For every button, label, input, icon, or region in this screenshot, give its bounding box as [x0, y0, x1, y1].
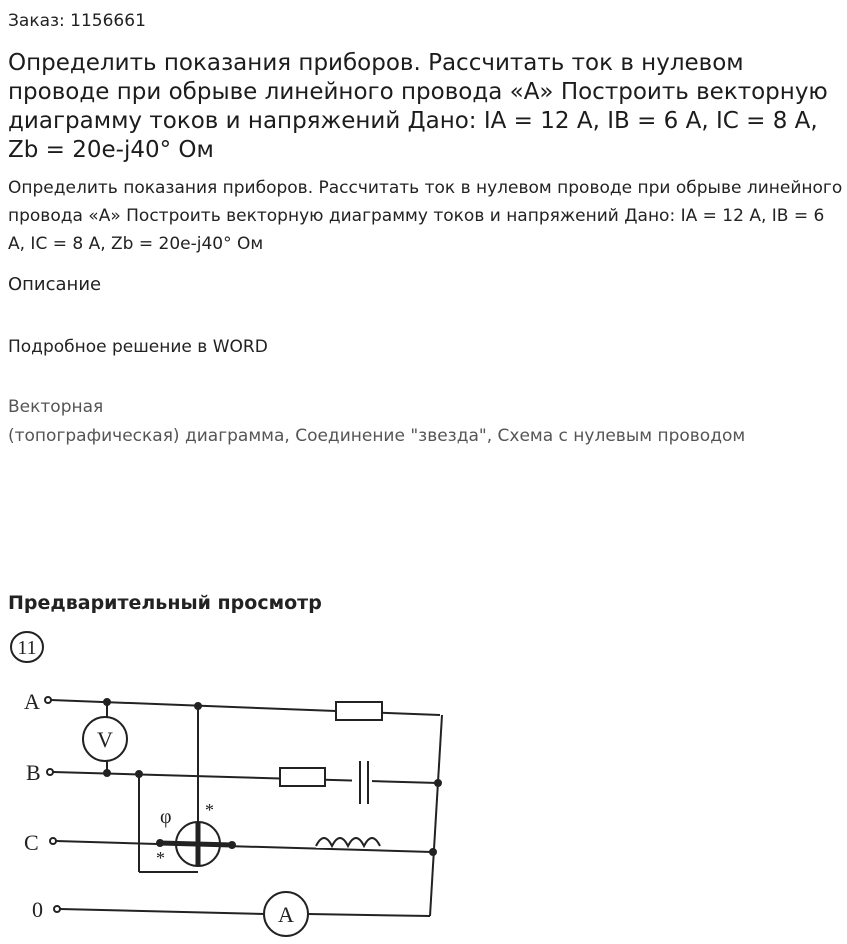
circuit-diagram-preview [0, 620, 460, 944]
terminal-c: C [24, 830, 39, 855]
description-text: Подробное решение в WORD [8, 337, 268, 357]
voltmeter-label: V [97, 727, 113, 752]
wattmeter-star-2: * [156, 848, 165, 868]
terminal-a: A [24, 689, 40, 714]
description-label: Описание [8, 274, 102, 295]
order-number: Заказ: 1156661 [8, 11, 146, 31]
wattmeter-star-1: * [205, 800, 214, 820]
short-description: Определить показания приборов. Рассчитать ток в нулевом проводе при обрыве линейного провода «А» Построить векторную диаграмму токов и напряжений Дано: IA = 12 A, IB = 6 A, IC = 8 A, Zb = 20e-j40° Ом [8, 178, 843, 254]
tags-list [8, 393, 843, 451]
terminal-0: 0 [32, 897, 43, 922]
ammeter-label: A [278, 902, 294, 927]
problem-number: 11 [17, 637, 37, 659]
resistor-b [280, 768, 325, 786]
tag-line-2[interactable]: (топографическая) диаграмма, Соединение "звезда", Схема с нулевым проводом [8, 426, 746, 446]
preview-heading: Предварительный просмотр [8, 592, 322, 614]
page-title: Определить показания приборов. Рассчитать ток в нулевом проводе при обрыве линейного провода «А» Построить векторную диаграмму токов и напряжений Дано: IA = 12 A, IB = 6 A, IC = 8 A, Zb = 20e-j40° Ом [8, 50, 828, 163]
wattmeter-phi: φ [160, 806, 172, 828]
resistor-a [336, 702, 382, 720]
terminal-b: B [26, 760, 41, 785]
tag-line-1[interactable]: Векторная [8, 397, 104, 417]
